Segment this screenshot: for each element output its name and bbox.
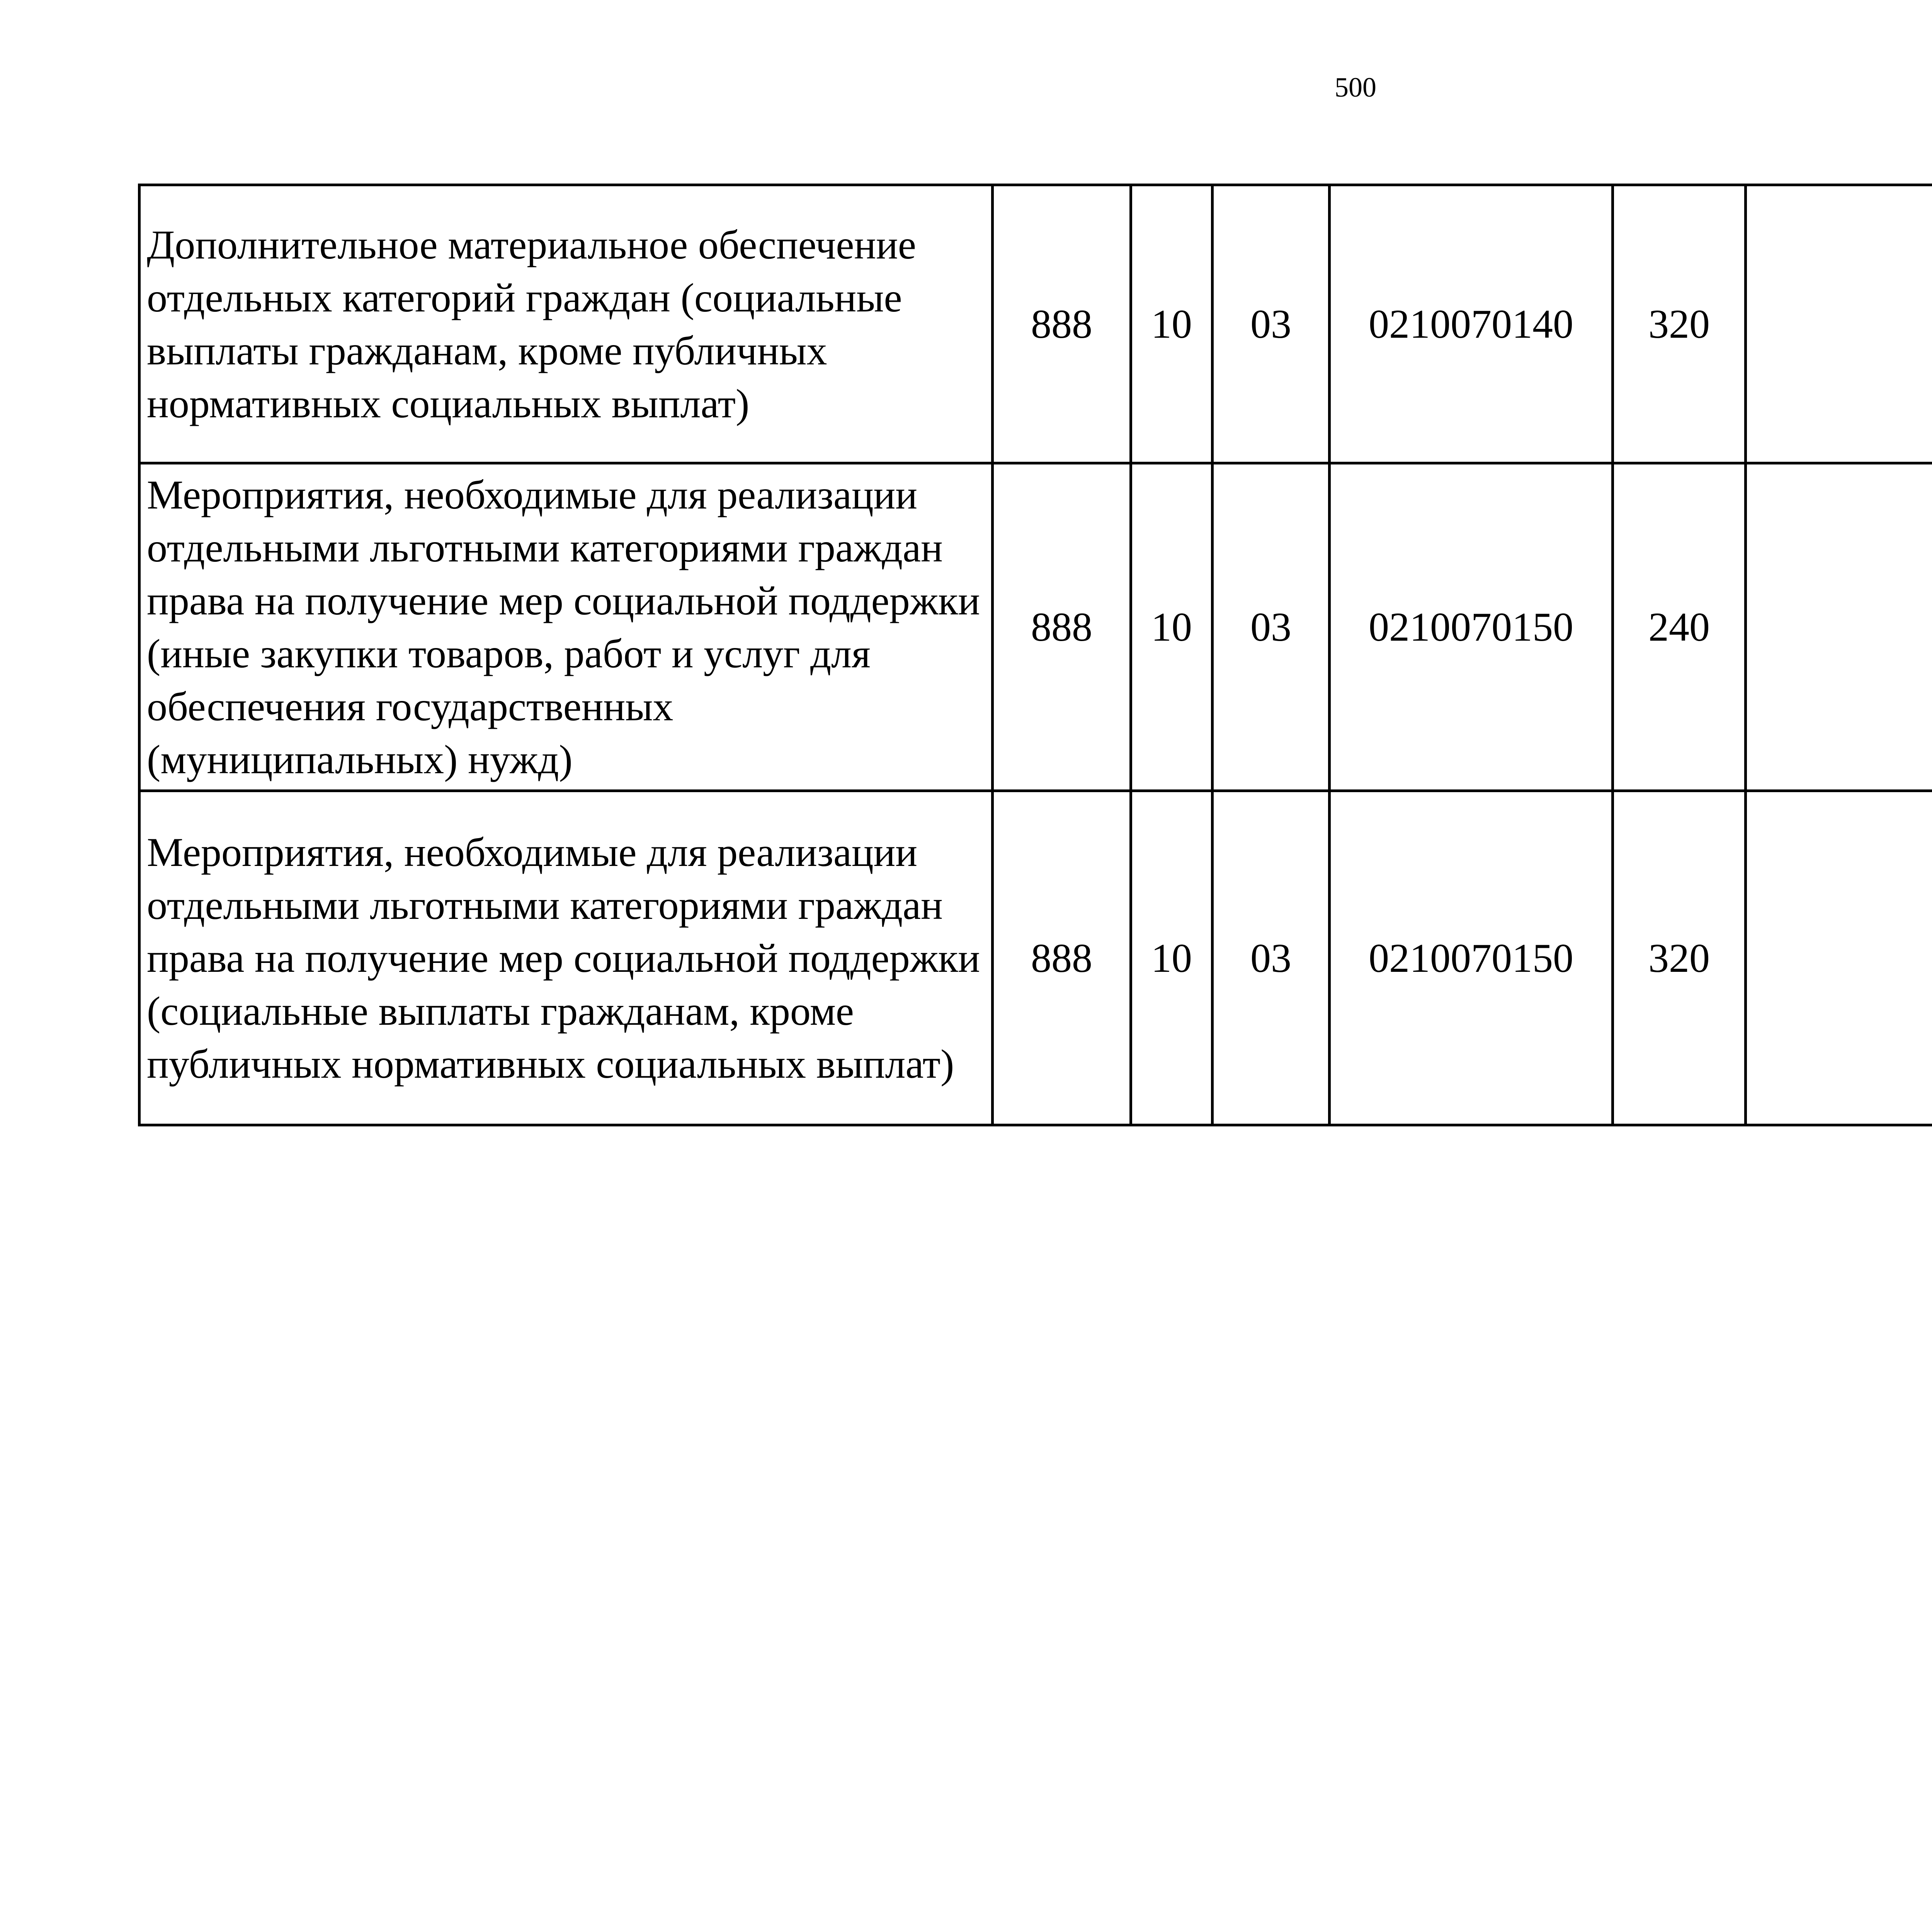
page-number: 500 (1335, 72, 1376, 103)
section-code-cell: 10 (1131, 185, 1213, 463)
expense-type-cell: 320 (1613, 791, 1746, 1125)
expense-type-cell: 320 (1613, 185, 1746, 463)
table-row (139, 463, 1932, 791)
sum-1-cell (1746, 791, 1932, 1125)
ministry-code-cell: 888 (993, 185, 1131, 463)
budget-table (138, 184, 1932, 1126)
ministry-code-cell: 888 (993, 463, 1131, 791)
sum-1-cell (1746, 463, 1932, 791)
expense-type-cell: 240 (1613, 463, 1746, 791)
subsection-code-cell: 03 (1213, 791, 1330, 1125)
target-article-cell: 0210070150 (1330, 791, 1613, 1125)
section-code-cell: 10 (1131, 463, 1213, 791)
target-article-cell: 0210070140 (1330, 185, 1613, 463)
section-code-cell: 10 (1131, 791, 1213, 1125)
sum-1-cell (1746, 185, 1932, 463)
target-article-cell: 0210070150 (1330, 463, 1613, 791)
table-row (139, 791, 1932, 1125)
subsection-code-cell: 03 (1213, 463, 1330, 791)
expense-name-cell: Дополнительное материальное обеспечение отдельных категорий граждан (социальные выплаты гражданам, кроме публичных нормативных социальных выплат) (139, 185, 993, 463)
expense-name-cell: Мероприятия, необходимые для реализации отдельными льготными категориями граждан права на получение мер социальной поддержки (социальные выплаты гражданам, кроме публичных нормативных социальных выплат) (139, 791, 993, 1125)
ministry-code-cell: 888 (993, 791, 1131, 1125)
expense-name-cell: Мероприятия, необходимые для реализации отдельными льготными категориями граждан права на получение мер социальной поддержки (иные закупки товаров, работ и услуг для обеспечения государственных (муниципальных) нужд) (139, 463, 993, 791)
subsection-code-cell: 03 (1213, 185, 1330, 463)
table-row (139, 185, 1932, 463)
